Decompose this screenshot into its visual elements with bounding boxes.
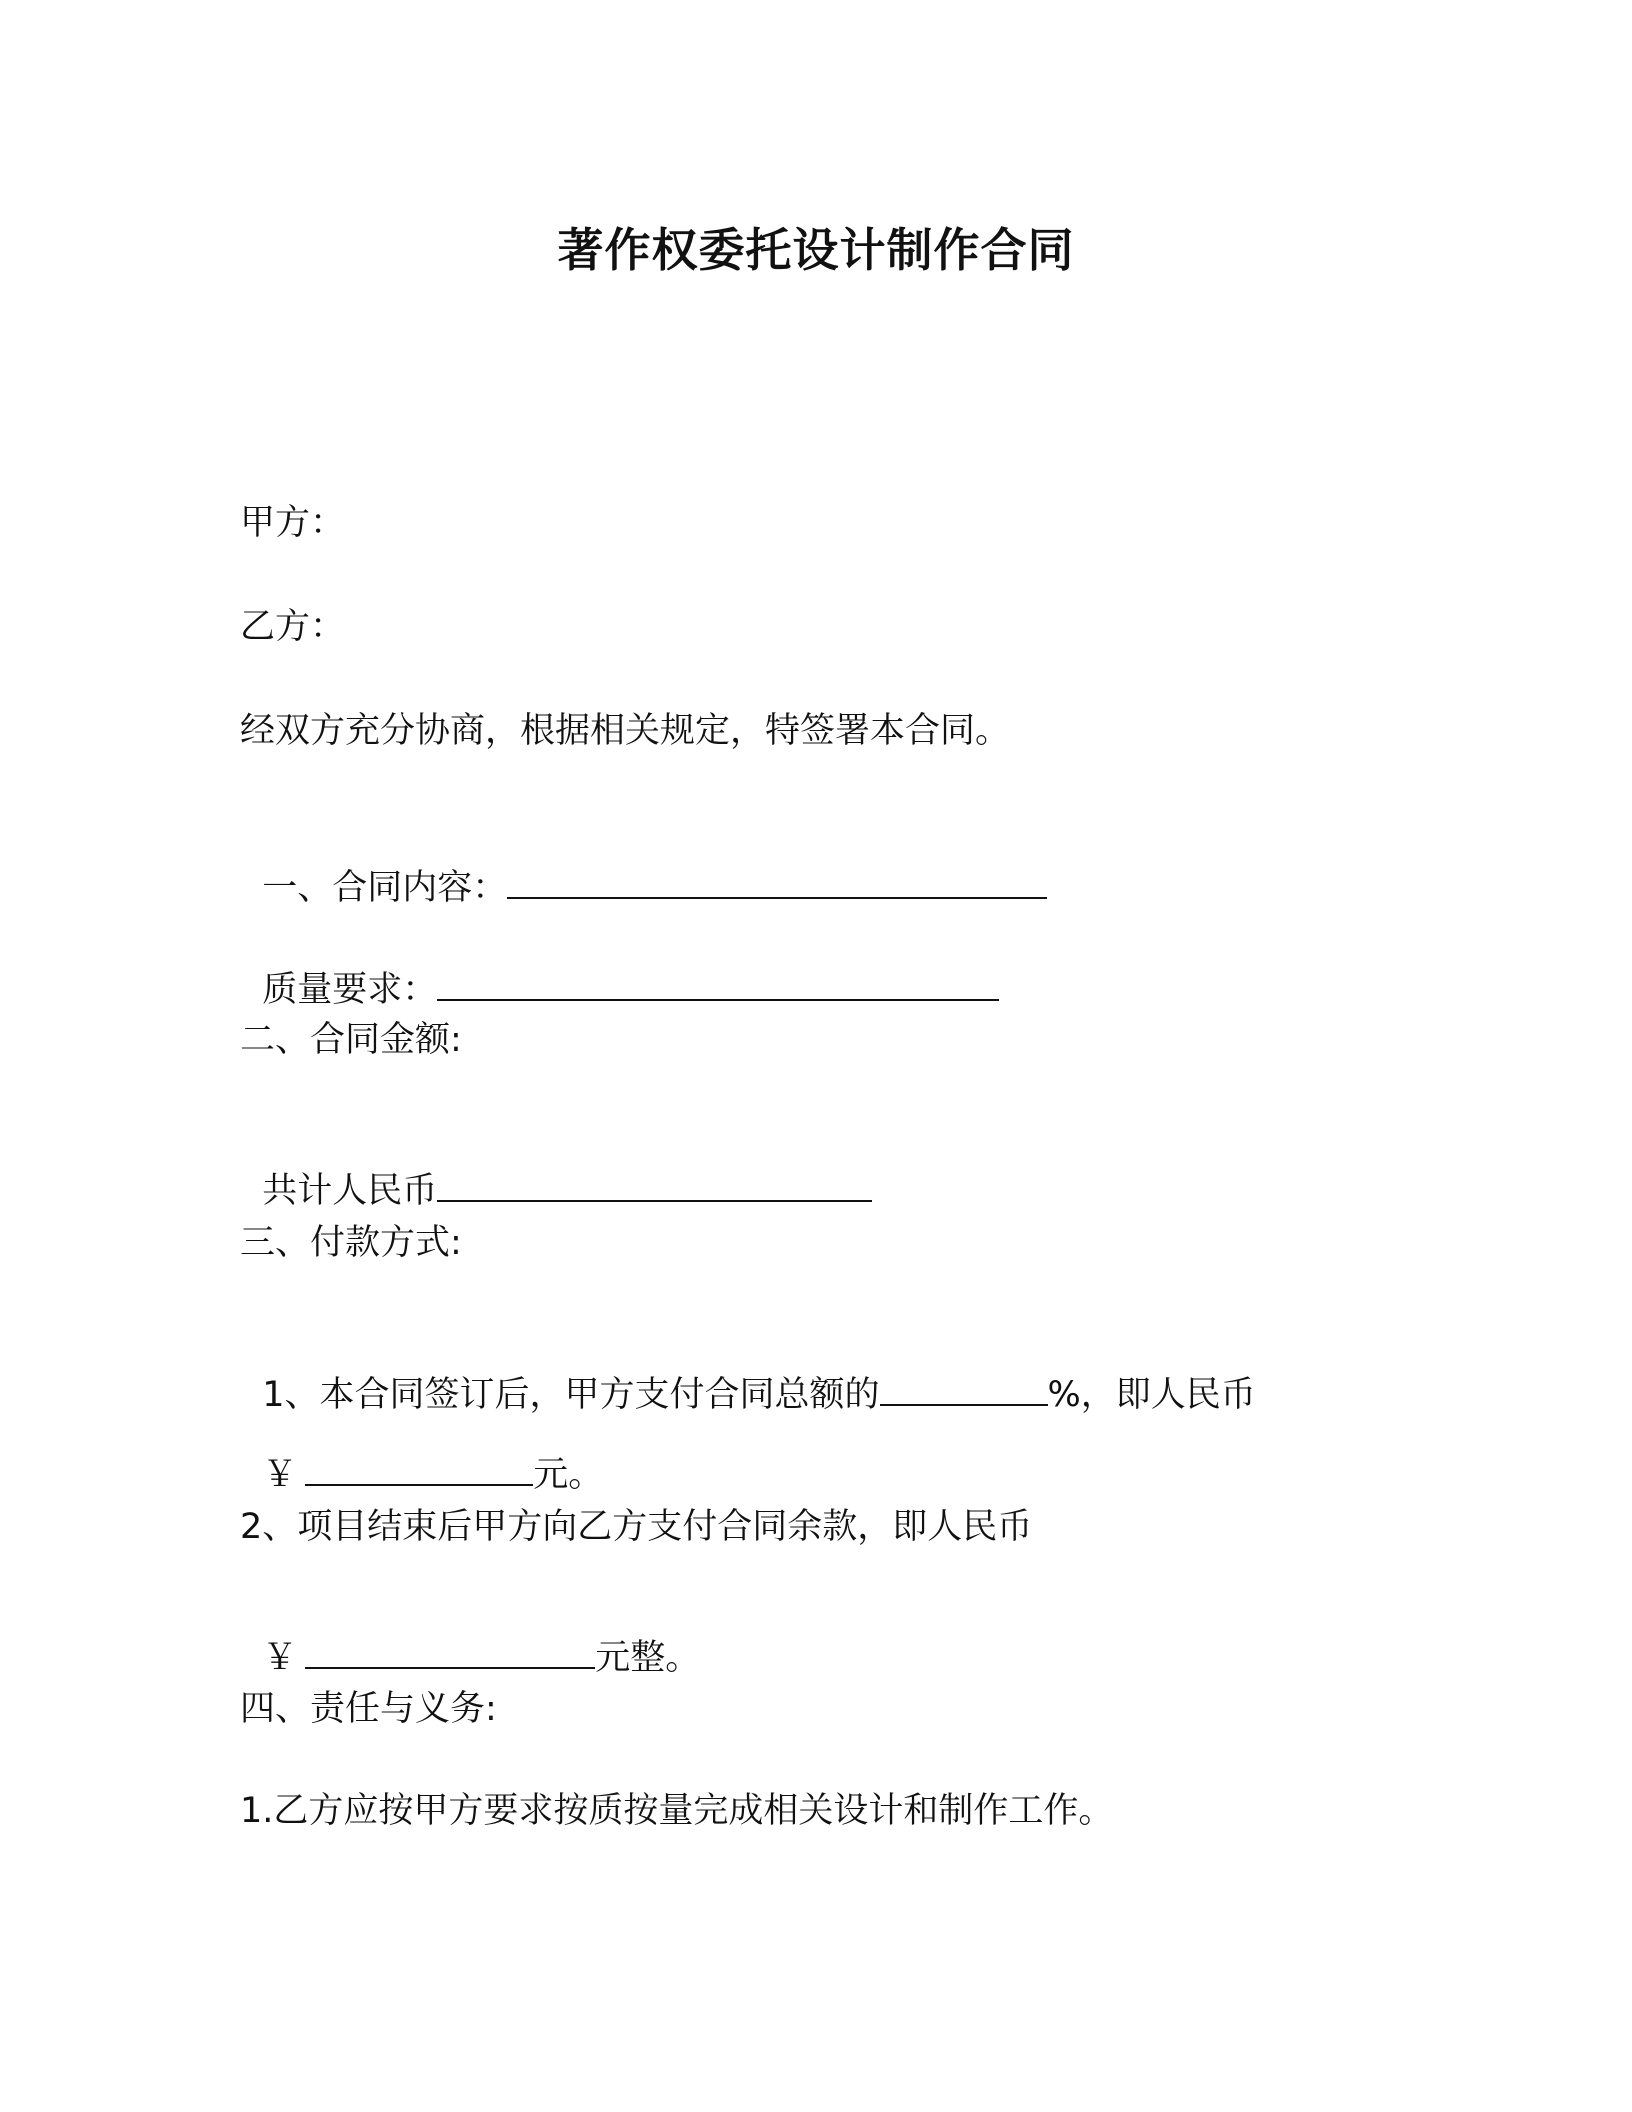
payment-item-1-suffix: 元。 [533, 1455, 604, 1495]
quality-requirement-label: 质量要求： [262, 970, 438, 1010]
quality-requirement-row [240, 915, 999, 1015]
payment-item-1-mid: %，即人民币 [1047, 1375, 1256, 1415]
section-payment-method-heading: 三、付款方式: [240, 1223, 462, 1263]
responsibility-item-1: 1.乙方应按甲方要求按质按量完成相关设计和制作工作。 [240, 1791, 1114, 1831]
contract-content-row [240, 813, 1047, 913]
yen-symbol: ￥ [262, 1455, 298, 1495]
total-amount-row [240, 1116, 872, 1216]
payment-item-2-amount-blank[interactable] [305, 1639, 595, 1669]
total-amount-blank[interactable] [437, 1172, 872, 1202]
section-contract-amount-heading: 二、合同金额: [240, 1020, 462, 1060]
party-a-label: 甲方： [240, 503, 346, 543]
total-amount-label: 共计人民币 [262, 1171, 438, 1211]
payment-item-2-suffix: 元整。 [595, 1638, 701, 1678]
payment-item-2-line-2 [240, 1583, 700, 1683]
contract-content-label: 一、合同内容： [262, 868, 508, 908]
party-b-label: 乙方： [240, 607, 346, 647]
section-responsibilities-heading: 四、责任与义务: [240, 1689, 497, 1729]
document-title: 著作权委托设计制作合同 [557, 223, 1075, 277]
quality-requirement-blank[interactable] [437, 971, 999, 1001]
payment-item-1-amount-blank[interactable] [305, 1456, 533, 1486]
yen-symbol: ￥ [262, 1638, 298, 1678]
payment-item-2-line-1: 2、项目结束后甲方向乙方支付合同余款，即人民币 [240, 1507, 1033, 1547]
payment-percent-blank[interactable] [880, 1376, 1048, 1406]
contract-content-blank[interactable] [507, 869, 1047, 899]
intro-paragraph: 经双方充分协商，根据相关规定，特签署本合同。 [240, 711, 1011, 751]
payment-item-1-line-2 [240, 1400, 603, 1500]
payment-item-1-prefix: 1、本合同签订后，甲方支付合同总额的 [262, 1375, 880, 1415]
